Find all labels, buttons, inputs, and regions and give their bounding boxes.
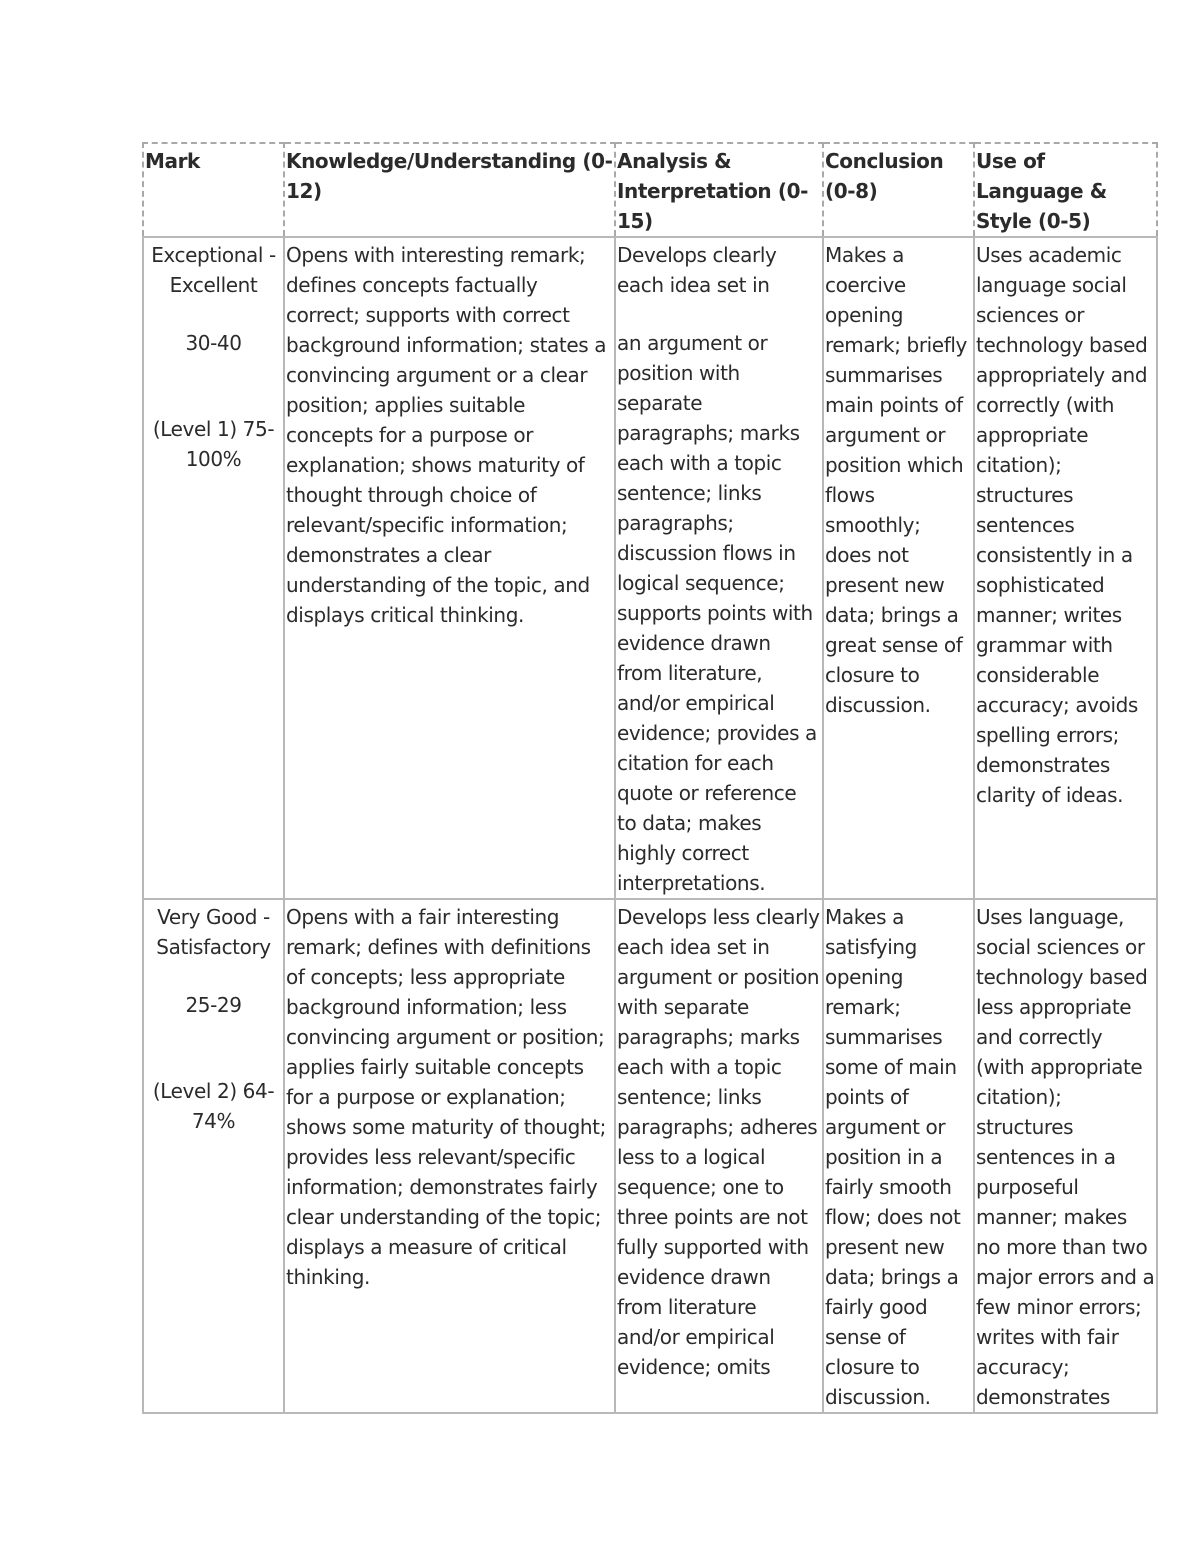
analysis-text-part1: Develops clearly each idea set in <box>617 243 777 297</box>
header-knowledge: Knowledge/Understanding (0-12) <box>284 143 615 237</box>
score-range: 30-40 <box>185 331 242 355</box>
mark-cell <box>143 237 284 899</box>
language-cell: Uses academic language social sciences or technology based appropriately and correctly (with appropriate citation); structures sentences consistently in a sophisticated manner; writes grammar with considerable accuracy; avoids spelling errors; demonstrates clarity of ideas. <box>974 237 1157 899</box>
level-percent: (Level 1) 75-100% <box>152 417 275 471</box>
analysis-cell: Develops less clearly each idea set in argument or position with separate paragraphs; marks each with a topic sentence; links paragraphs; adheres less to a logical sequence; one to three points are not fully supported with evidence drawn from literature and/or empirical evidence; omits <box>615 899 823 1413</box>
header-row <box>143 143 1157 237</box>
analysis-cell <box>615 237 823 899</box>
header-mark: Mark <box>143 143 284 237</box>
conclusion-cell: Makes a coercive opening remark; briefly summarises main points of argument or position which flows smoothly; does not present new data; brings a great sense of closure to discussion. <box>823 237 974 899</box>
rubric-table <box>142 142 1158 1414</box>
conclusion-cell: Makes a satisfying opening remark; summarises some of main points of argument or position in a fairly smooth flow; does not present new data; brings a fairly good sense of closure to discussion. <box>823 899 974 1413</box>
table-row <box>143 899 1157 1413</box>
header-analysis: Analysis & Interpretation (0-15) <box>615 143 823 237</box>
knowledge-cell: Opens with a fair interesting remark; defines with definitions of concepts; less appropriate background information; less convincing argument or position; applies fairly suitable concepts for a purpose or explanation; shows some maturity of thought; provides less relevant/specific information; demonstrates fairly clear understanding of the topic; displays a measure of critical thinking. <box>284 899 615 1413</box>
language-cell: Uses language, social sciences or technology based less appropriate and correctly (with appropriate citation); structures sentences in a purposeful manner; makes no more than two major errors and a few minor errors; writes with fair accuracy; demonstrates <box>974 899 1157 1413</box>
table-row <box>143 237 1157 899</box>
mark-cell <box>143 899 284 1413</box>
header-conclusion: Conclusion (0-8) <box>823 143 974 237</box>
knowledge-cell: Opens with interesting remark; defines concepts factually correct; supports with correct background information; states a convincing argument or a clear position; applies suitable concepts for a purpose or explanation; shows maturity of thought through choice of relevant/specific information; demonstrates a clear understanding of the topic, and displays critical thinking. <box>284 237 615 899</box>
level-name: Exceptional - Excellent <box>151 243 276 297</box>
score-range: 25-29 <box>185 993 242 1017</box>
level-percent: (Level 2) 64-74% <box>152 1079 275 1133</box>
header-language: Use of Language & Style (0-5) <box>974 143 1157 237</box>
level-name: Very Good - Satisfactory <box>156 905 271 959</box>
analysis-text-part2: an argument or position with separate paragraphs; marks each with a topic sentence; links paragraphs; discussion flows in logical sequence; supports points with evidence drawn from literature, and/or empirical evidence; provides a citation for each quote or reference to data; makes highly correct interpretations. <box>617 331 817 895</box>
